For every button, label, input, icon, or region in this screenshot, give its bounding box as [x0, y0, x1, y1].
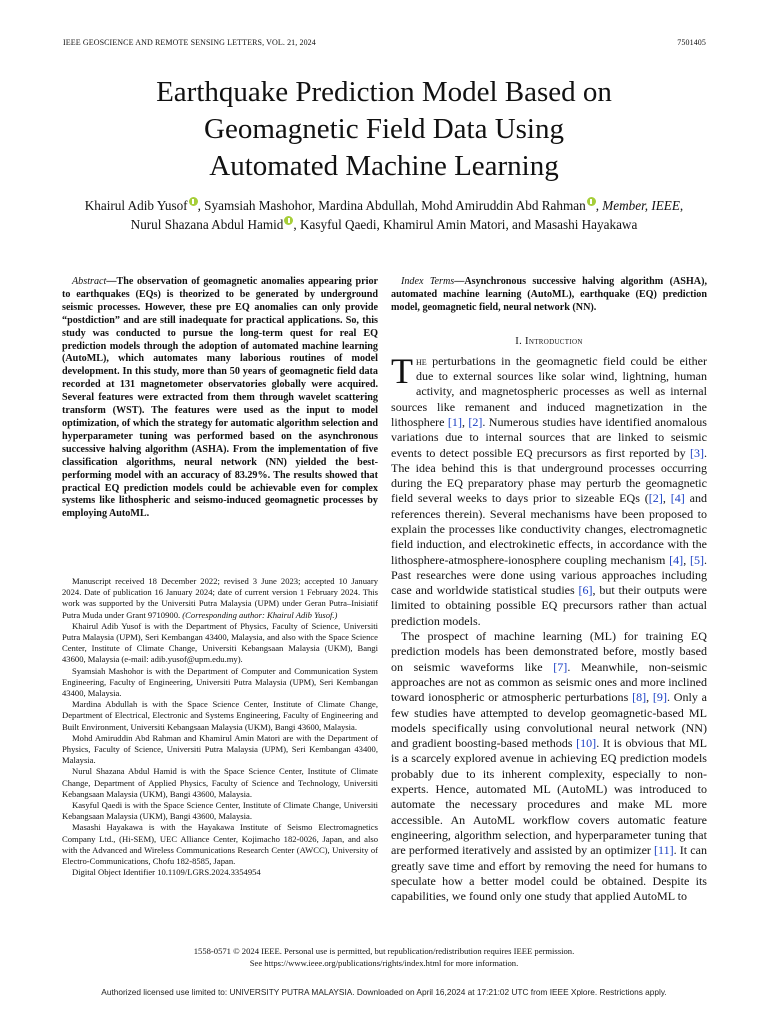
- author-list: [50, 196, 718, 234]
- article-number: 7501405: [677, 38, 706, 47]
- intro-paragraph-2: [391, 629, 707, 904]
- title-line: Geomagnetic Field Data Using: [204, 113, 564, 145]
- section-title: Introduction: [525, 335, 583, 347]
- left-column: [62, 276, 378, 521]
- body-text: . It can greatly save time and effort by removing the need for humans to speculate how a better model could be obtained. Despite its capabilities, we found only one study that applied AutoML to: [391, 843, 707, 904]
- index-terms-text: —Asynchronous successive halving algorithm (ASHA), automated machine learning (AutoML), earthquake (EQ) prediction model, geomagnetic field, neural network (NN).: [391, 276, 707, 313]
- footnote-affiliation: Syamsiah Mashohor is with the Department of Computer and Communication System Engineering, Faculty of Engineering, Universiti Putra Malaysia (UPM), Seri Kembangan 43400, Malaysia.: [62, 665, 378, 699]
- body-text: . The idea behind this is that underground processes occurring during the EQ preparatory phase may perturb the geomagnetic field several weeks to days prior to sizeable EQs (: [391, 445, 707, 506]
- footnote: [62, 576, 378, 878]
- intro-paragraph-1: [391, 350, 707, 629]
- citation-link[interactable]: [5]: [689, 552, 704, 567]
- body-text: and references therein). Several mechanisms have been proposed to explain the processes like conductivity changes, electromagnetic field induction, and electrokinetic effects, in accordance with the lithosphere-atmosphere-ionosphere coupling mechanism: [391, 491, 707, 567]
- footnote-affiliation: Mohd Amiruddin Abd Rahman and Khamirul Amin Matori are with the Department of Physics, Faculty of Science, Universiti Putra Malaysia (UPM), Seri Kembangan 43400, Malaysia.: [62, 732, 378, 766]
- citation-link[interactable]: [2]: [648, 491, 663, 506]
- section-number: I.: [515, 335, 526, 347]
- author-separator: ,: [679, 198, 684, 213]
- citation-link[interactable]: [11]: [654, 843, 674, 858]
- member-designation: Member, IEEE: [602, 198, 680, 213]
- body-text: ,: [646, 690, 653, 705]
- footnote-affiliation: Khairul Adib Yusof is with the Department of Physics, Faculty of Science, Universiti Putra Malaysia (UPM), Seri Kembangan 43400, Malaysia, and also with the Space Science Center, Institute of Climate Change, Universiti Kebangsaan Malaysia (UKM), Bangi 43600, Malaysia (e-mail: adib.yusof@upm.edu.my).: [62, 620, 378, 665]
- footnote-affiliation: Kasyful Qaedi is with the Space Science Center, Institute of Climate Change, Universiti Kebangsaan Malaysia (UKM), Bangi 43600, Malaysia.: [62, 800, 378, 822]
- body-text: . It is obvious that ML is a scarcely explored avenue in achieving EQ prediction models probably due to its inherent complexity, especially to non-experts. Hence, automated ML (AutoML) was introduced to automate the necessary procedures and make ML more accessible. An AutoML workflow covers automatic feature engineering, algorithm selection, and hyperparameter tuning that are performed iteratively and assisted by an optimizer: [391, 736, 707, 858]
- copyright-line: 1558-0571 © 2024 IEEE. Personal use is permitted, but republication/redistribution requires IEEE permission.: [193, 946, 575, 956]
- section-heading-introduction: [391, 336, 707, 347]
- citation-link[interactable]: [3]: [689, 445, 704, 460]
- abstract-text: —The observation of geomagnetic anomalies appearing prior to earthquakes (EQs) is theorized to be generated by underground seismic processes. However, these pre EQ anomalies can only provide “postdiction” and are still inadequate for practical applications. So, this study was conducted to pursue the long-term quest for real EQ prediction models through the adoption of automated machine learning (AutoML), which automates many laborious routines of model development. In this study, more than 50 years of geomagnetic field data recorded at 131 magnetometer observatories globally were acquired. Several features were extracted from them through wavelet scattering transform (WST). The features were used as the input to model optimization, of which the strategy for automatic algorithm selection and hyperparameter tuning was performed based on the asynchronous successive halving algorithm (ASHA). From the implementation of five classification algorithms, neural network (NN) yielded the best-performing model with an accuracy of 83.29%. The results showed that practical EQ prediction models could be achievable even for complex systems like lithospheric and seismo-induced geomagnetic processes by employing AutoML.: [62, 276, 378, 520]
- corresponding-author: (Corresponding author: Khairul Adib Yusof.): [182, 609, 338, 620]
- title-line: Earthquake Prediction Model Based on: [156, 76, 612, 108]
- citation-link[interactable]: [2]: [468, 414, 483, 429]
- copyright-notice: [0, 946, 768, 969]
- citation-link[interactable]: [8]: [632, 690, 647, 705]
- body-text: . Numerous studies have identified anomalous variations due to internal sources that are linked to seismic events to detect possible EQ precursors as first reported by: [391, 414, 707, 460]
- body-text: ,: [662, 491, 671, 506]
- footnote-affiliation: Masashi Hayakawa is with the Hayakawa Institute of Seismo Electromagnetics Company Ltd., (Hi-SEM), UEC Alliance Center, Kojimacho 182-0026, Japan, and also with the Advanced and Wireless Communications Research Center (AWCC), University of Electro-Communications, Chofu 182-8585, Japan.: [62, 822, 378, 867]
- rights-link[interactable]: See https://www.ieee.org/publications/rights/index.html for more information.: [249, 957, 519, 968]
- citation-link[interactable]: [10]: [576, 736, 597, 751]
- body-text: . Meanwhile, non-seismic approaches are not as common as seismic ones and more inclined toward ionospheric or atmospheric perturbations: [391, 659, 707, 705]
- author-name: Khairul Adib Yusof: [84, 198, 188, 213]
- body-text: perturbations in the geomagnetic field could be either due to external sources like solar wind, lightning, human activity, and magnetospheric processes as well as internal sources like remanent and induced magnetization in the lithosphere: [391, 353, 707, 429]
- running-header: [63, 38, 706, 47]
- author-separator: ,: [595, 198, 603, 213]
- orcid-icon[interactable]: [587, 197, 596, 206]
- abstract-lead: Abstract: [72, 276, 107, 287]
- author-names: , Syamsiah Mashohor, Mardina Abdullah, Mohd Amiruddin Abd Rahman: [197, 198, 586, 213]
- right-column: [391, 276, 707, 904]
- citation-link[interactable]: [1]: [447, 414, 462, 429]
- author-name: Nurul Shazana Abdul Hamid: [130, 217, 284, 232]
- body-text: ,: [683, 552, 690, 567]
- footnote-text: Manuscript received 18 December 2022; revised 3 June 2023; accepted 10 January 2024. Date of publication 16 January 2024; date of current version 1 February 2024. This work was supported by the Universiti Putra Malaysia (UPM) under Geran Putra–Inisiatif Putra Muda under Grant 9710900.: [62, 576, 378, 620]
- index-terms: [391, 276, 707, 315]
- footnote-affiliation: Mardina Abdullah is with the Space Science Center, Institute of Climate Change, Department of Electrical, Electronic and Systems Engineering, Faculty of Engineering and Built Environment, Universiti Kebangsaan Malaysia (UKM), Bangi 43600, Malaysia.: [62, 699, 378, 732]
- body-text: ,: [461, 414, 469, 429]
- citation-link[interactable]: [4]: [669, 552, 684, 567]
- citation-link[interactable]: [7]: [553, 659, 568, 674]
- first-word: he: [416, 353, 427, 368]
- footnote-affiliation: Nurul Shazana Abdul Hamid is with the Space Science Center, Institute of Climate Change, Department of Applied Physics, Faculty of Science and Technology, Universiti Kebangsaan Malaysia (UKM), Bangi 43600, Malaysia.: [62, 766, 378, 799]
- body-text: , but their outputs were limited to obtaining possible EQ precursors rather than actual prediction models.: [391, 583, 707, 628]
- paper-title: [60, 74, 708, 185]
- doi-line: Digital Object Identifier 10.1109/LGRS.2024.3354954: [72, 867, 261, 878]
- drop-cap: T: [391, 350, 413, 391]
- footnote-manuscript: [62, 576, 378, 621]
- author-line-2: [50, 215, 718, 234]
- abstract: [62, 276, 378, 521]
- journal-name: IEEE GEOSCIENCE AND REMOTE SENSING LETTERS, VOL. 21, 2024: [63, 38, 316, 47]
- author-names: , Kasyful Qaedi, Khamirul Amin Matori, and Masashi Hayakawa: [293, 217, 638, 232]
- citation-link[interactable]: [9]: [652, 690, 667, 705]
- index-terms-lead: Index Terms: [401, 276, 455, 287]
- title-line: Automated Machine Learning: [209, 150, 559, 182]
- author-line-1: [50, 196, 718, 215]
- body-text: . Only a few studies have attempted to develop geomagnetic-based ML models specifically using convolutional neural network (NN) and gradient boosting-based methods: [391, 690, 707, 751]
- body-text: . Past researches were done using various approaches including case and worldwide statistical studies: [391, 552, 707, 598]
- body-text: The prospect of machine learning (ML) for training EQ prediction models has been demonstrated before, mostly based on seismic waveforms like: [391, 629, 707, 674]
- citation-link[interactable]: [4]: [670, 491, 685, 506]
- citation-link[interactable]: [6]: [578, 583, 593, 598]
- license-footer: Authorized licensed use limited to: UNIVERSITY PUTRA MALAYSIA. Downloaded on April 16,2024 at 17:21:02 UTC from IEEE Xplore. Restrictions apply.: [101, 987, 667, 997]
- orcid-icon[interactable]: [189, 197, 198, 206]
